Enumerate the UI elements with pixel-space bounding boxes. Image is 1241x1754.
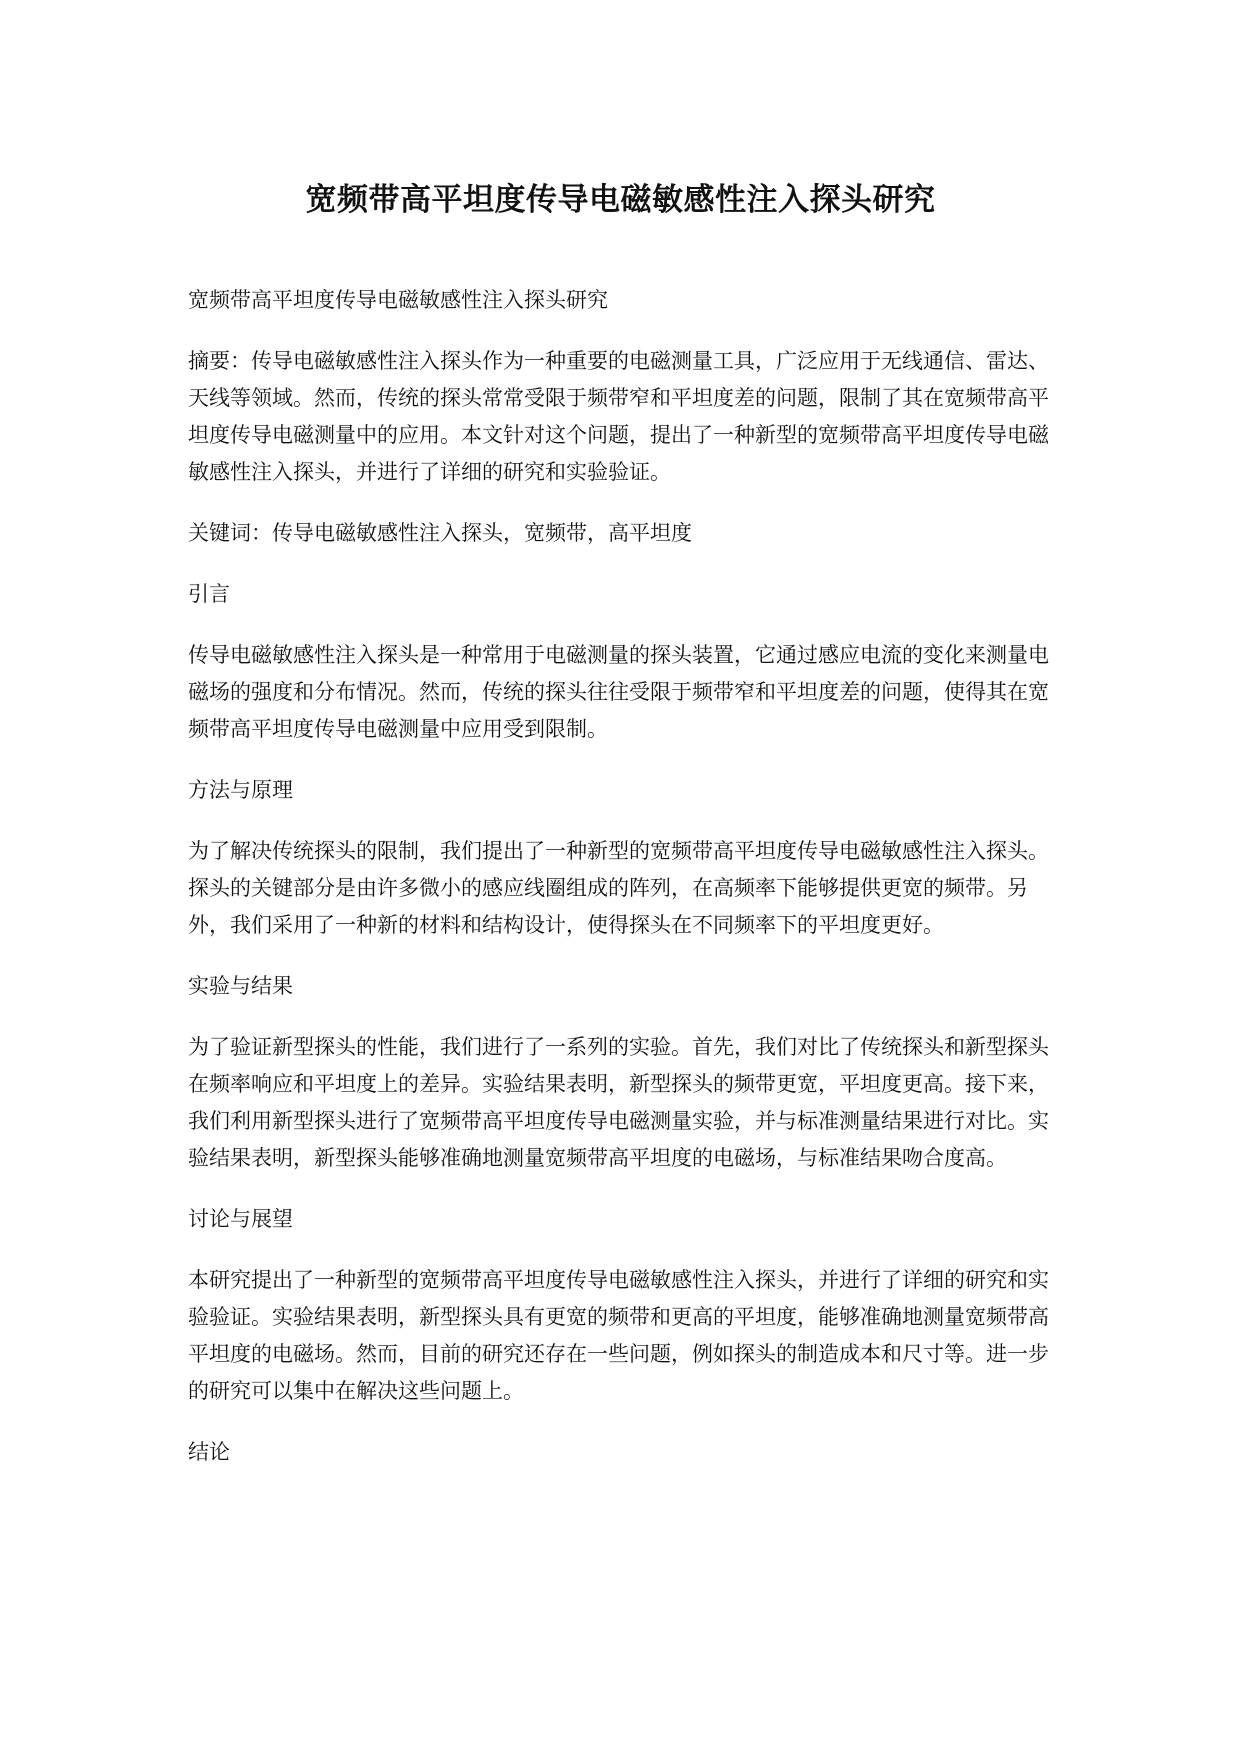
section-heading-method: 方法与原理 [188, 778, 293, 802]
section-body-discussion: 本研究提出了一种新型的宽频带高平坦度传导电磁敏感性注入探头，并进行了详细的研究和实验验证。实验结果表明，新型探头具有更宽的频带和更高的平坦度，能够准确地测量宽频带高平坦度的电磁场。然而，目前的研究还存在一些问题，例如探头的制造成本和尺寸等。进一步的研究可以集中在解决这些问题上。 [188, 1268, 1049, 1403]
section-heading-conclusion: 结论 [188, 1440, 230, 1464]
section-heading-experiment: 实验与结果 [188, 974, 293, 998]
section-heading-introduction: 引言 [188, 582, 230, 606]
section-body-introduction: 传导电磁敏感性注入探头是一种常用于电磁测量的探头装置，它通过感应电流的变化来测量电磁场的强度和分布情况。然而，传统的探头往往受限于频带窄和平坦度差的问题，使得其在宽频带高平坦度传导电磁测量中应用受到限制。 [188, 643, 1049, 741]
abstract-paragraph: 摘要：传导电磁敏感性注入探头作为一种重要的电磁测量工具，广泛应用于无线通信、雷达、天线等领域。然而，传统的探头常常受限于频带窄和平坦度差的问题，限制了其在宽频带高平坦度传导电磁测量中的应用。本文针对这个问题，提出了一种新型的宽频带高平坦度传导电磁敏感性注入探头，并进行了详细的研究和实验验证。 [188, 349, 1049, 484]
section-heading-discussion: 讨论与展望 [188, 1207, 293, 1231]
section-body-experiment: 为了验证新型探头的性能，我们进行了一系列的实验。首先，我们对比了传统探头和新型探头在频率响应和平坦度上的差异。实验结果表明，新型探头的频带更宽，平坦度更高。接下来，我们利用新型探头进行了宽频带高平坦度传导电磁测量实验，并与标准测量结果进行对比。实验结果表明，新型探头能够准确地测量宽频带高平坦度的电磁场，与标准结果吻合度高。 [188, 1035, 1049, 1170]
keywords-paragraph: 关键词：传导电磁敏感性注入探头，宽频带，高平坦度 [188, 521, 692, 545]
section-body-method: 为了解决传统探头的限制，我们提出了一种新型的宽频带高平坦度传导电磁敏感性注入探头。探头的关键部分是由许多微小的感应线圈组成的阵列，在高频率下能够提供更宽的频带。另外，我们采用了一种新的材料和结构设计，使得探头在不同频率下的平坦度更好。 [188, 839, 1049, 937]
document-title: 宽频带高平坦度传导电磁敏感性注入探头研究 [305, 182, 936, 218]
document-subtitle: 宽频带高平坦度传导电磁敏感性注入探头研究 [188, 288, 608, 312]
document-body [188, 282, 1068, 1495]
